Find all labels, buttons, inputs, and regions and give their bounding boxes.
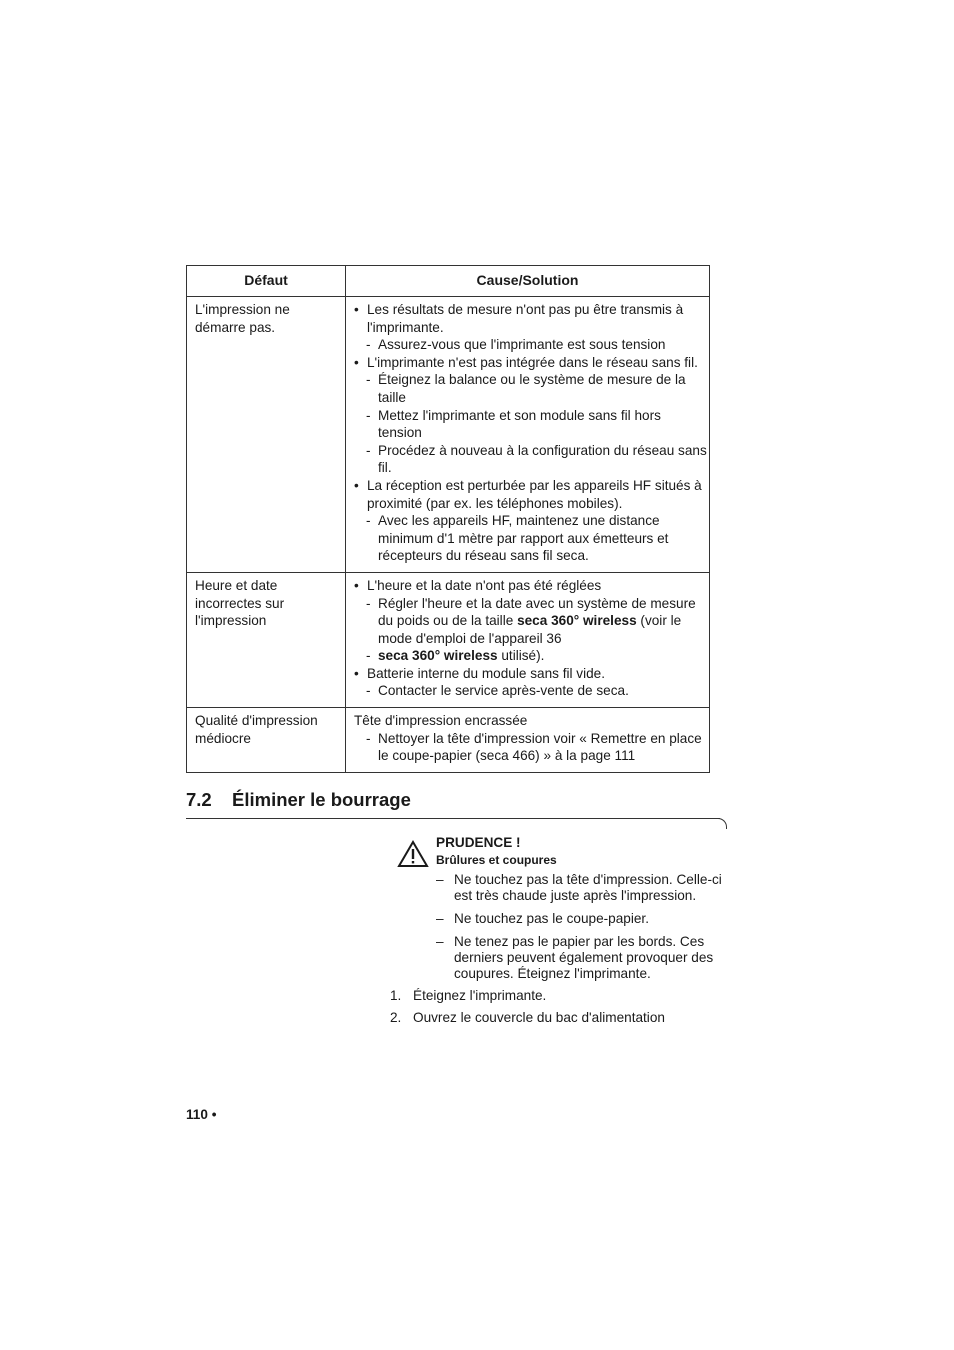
dash-mark: – <box>436 934 444 949</box>
page-number: 110 • <box>186 1107 217 1122</box>
table-body <box>187 297 710 773</box>
defect-cell: L'impression ne démarre pas. <box>187 297 346 573</box>
cause-item: • L'imprimante n'est pas intégrée dans le réseau sans fil. <box>354 354 707 372</box>
cause-item: • Les résultats de mesure n'ont pas pu être transmis à l'imprimante. <box>354 301 707 336</box>
column-header-defect: Défaut <box>187 266 346 297</box>
solution-item: - Mettez l'imprimante et son module sans fil hors tension <box>354 407 707 442</box>
section-heading <box>186 789 411 811</box>
caution-item-text: Ne touchez pas la tête d'impression. Celle-ci est très chaude juste après l'impression. <box>454 872 722 903</box>
caution-item-text: Ne touchez pas le coupe-papier. <box>454 911 649 926</box>
table-row <box>187 297 710 573</box>
step-item <box>390 1010 730 1026</box>
table-header-row <box>187 266 710 297</box>
table-row <box>187 708 710 773</box>
caution-item <box>436 911 736 927</box>
column-header-cause-solution: Cause/Solution <box>346 266 710 297</box>
steps-list <box>390 988 730 1032</box>
defect-cell: Qualité d'impression médiocre <box>187 708 346 773</box>
warning-triangle-icon <box>397 840 429 868</box>
solution-item: - Nettoyer la tête d'impression voir « Remettre en place le coupe-papier (seca 466) » à la page 111 <box>354 730 707 765</box>
solution-cell <box>346 572 710 707</box>
dash-mark: – <box>436 872 444 887</box>
caution-subheading: Brûlures et coupures <box>436 853 557 867</box>
step-text: Éteignez l'imprimante. <box>413 988 547 1003</box>
product-name: seca 360° wireless <box>517 613 637 629</box>
solution-item: - Éteignez la balance ou le système de mesure de la taille <box>354 371 707 406</box>
section-rule <box>186 818 720 819</box>
solution-item: - Procédez à nouveau à la configuration du réseau sans fil. <box>354 442 707 477</box>
caution-item-text: Ne tenez pas le papier par les bords. Ces derniers peuvent également provoquer des coupures. Éteignez l'imprimante. <box>454 934 714 981</box>
text-run: Régler l'heure et la date avec un système de mesure du poids ou de la taille <box>378 595 696 629</box>
caution-item <box>436 872 736 904</box>
caution-list <box>436 872 736 989</box>
step-text: Ouvrez le couvercle du bac d'alimentation <box>413 1010 665 1025</box>
solution-item <box>354 647 707 665</box>
cause-item: • L'heure et la date n'ont pas été réglées <box>354 577 707 595</box>
solution-cell <box>346 708 710 773</box>
text-run: utilisé). <box>497 648 545 664</box>
section-number: 7.2 <box>186 789 212 810</box>
product-name: seca 360° wireless <box>378 648 498 664</box>
step-number: 2. <box>390 1010 402 1025</box>
solution-item: - Avec les appareils HF, maintenez une distance minimum d'1 mètre par rapport aux émetteurs et récepteurs du réseau sans fil seca. <box>354 512 707 565</box>
step-number: 1. <box>390 988 402 1003</box>
text-run: (voir le mode d'emploi de l'appareil 36 <box>378 613 682 646</box>
solution-cell <box>346 297 710 573</box>
cause-text: Tête d'impression encrassée <box>354 713 528 729</box>
cause-item: • La réception est perturbée par les appareils HF situés à proximité (par ex. les téléphones mobiles). <box>354 477 707 512</box>
solution-item <box>354 595 707 648</box>
solution-item: - Assurez-vous que l'imprimante est sous tension <box>354 336 707 354</box>
caution-heading: PRUDENCE ! <box>436 835 521 850</box>
defect-cell: Heure et date incorrectes sur l'impression <box>187 572 346 707</box>
cause-item: • Batterie interne du module sans fil vide. <box>354 665 707 683</box>
dash-mark: – <box>436 911 444 926</box>
step-item <box>390 988 730 1004</box>
table-row <box>187 572 710 707</box>
section-rule-corner <box>716 818 727 829</box>
troubleshooting-table <box>186 265 710 773</box>
section-title: Éliminer le bourrage <box>232 789 411 810</box>
caution-item <box>436 934 736 982</box>
solution-item: - Contacter le service après-vente de seca. <box>354 682 707 700</box>
